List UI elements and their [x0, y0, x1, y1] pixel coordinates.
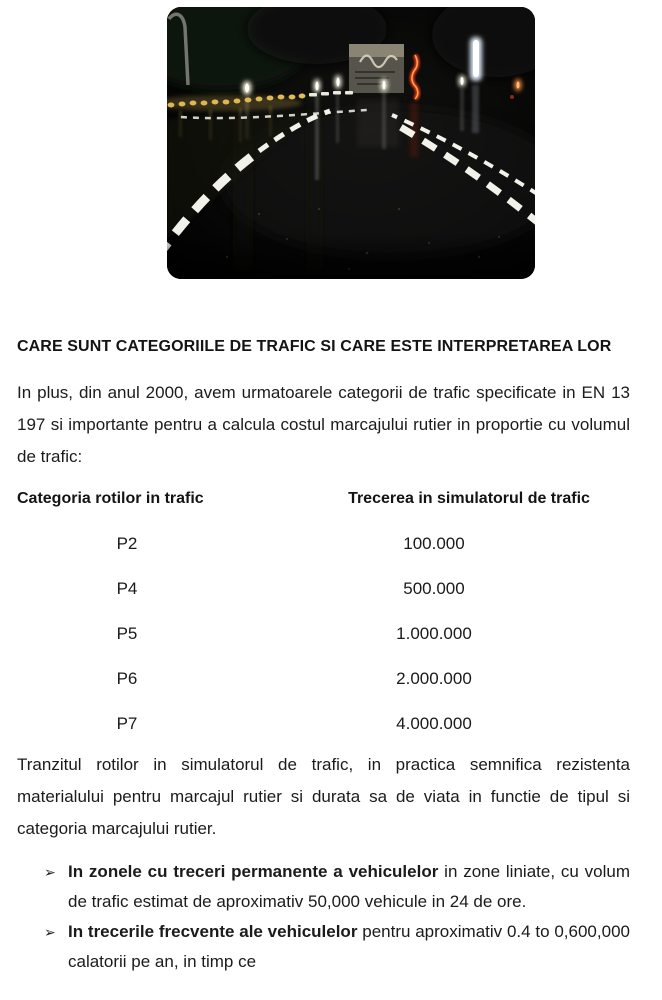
value-cell: 4.000.000: [396, 714, 472, 733]
column-header-category: Categoria rotilor in trafic: [17, 490, 204, 507]
bottom-vignette: [167, 232, 535, 279]
category-cell: P2: [116, 534, 138, 553]
category-cell: P4: [116, 579, 138, 598]
intro-paragraph: In plus, din anul 2000, avem urmatoarele categorii de trafic specificate in EN 13 197 si importante pentru a calcula costul marcajului rutier in proportie cu volumul de trafic:: [17, 383, 630, 466]
bullet-bold-text: In trecerile frecvente ale vehiculelor: [68, 922, 358, 941]
value-cell: 500.000: [403, 579, 465, 598]
table-row: [17, 533, 630, 555]
explanation-paragraph: Tranzitul rotilor in simulatorul de trafic, in practica semnifica rezistenta materialului pentru marcajul rutier si durata sa de viata in functie de tipul si categoria marcajului rutier.: [17, 755, 630, 838]
bullet-rest-text: in zone liniate, cu volum de trafic estimat de aproximativ 50,000 vehicule in 24 de ore.: [68, 862, 630, 911]
table-header-row: [17, 488, 630, 510]
list-item: [17, 857, 630, 917]
category-cell: P6: [116, 669, 138, 688]
category-cell: P7: [116, 714, 138, 733]
table-row: [17, 623, 630, 645]
value-cell: 2.000.000: [396, 669, 472, 688]
value-cell: 100.000: [403, 534, 465, 553]
arrow-bullet-icon: ➢: [44, 925, 56, 941]
list-item: [17, 917, 630, 977]
traffic-zones-list: [17, 857, 630, 977]
arrow-bullet-icon: ➢: [44, 865, 56, 881]
category-cell: P5: [116, 624, 138, 643]
night-road-illustration: [167, 7, 535, 279]
column-header-simulator: Trecerea in simulatorul de trafic: [348, 490, 590, 507]
table-row: [17, 668, 630, 690]
page-title: CARE SUNT CATEGORIILE DE TRAFIC SI CARE ESTE INTERPRETAREA LOR: [17, 338, 612, 355]
value-cell: 1.000.000: [396, 624, 472, 643]
night-road-photo: [167, 7, 535, 279]
bullet-bold-text: In zonele cu treceri permanente a vehiculelor: [68, 862, 439, 881]
table-row: [17, 713, 630, 735]
table-row: [17, 578, 630, 600]
traffic-category-table: [17, 488, 630, 735]
bullet-rest-text: pentru aproximativ 0.4 to 0,600,000 calatorii pe an, in timp ce: [68, 922, 630, 971]
